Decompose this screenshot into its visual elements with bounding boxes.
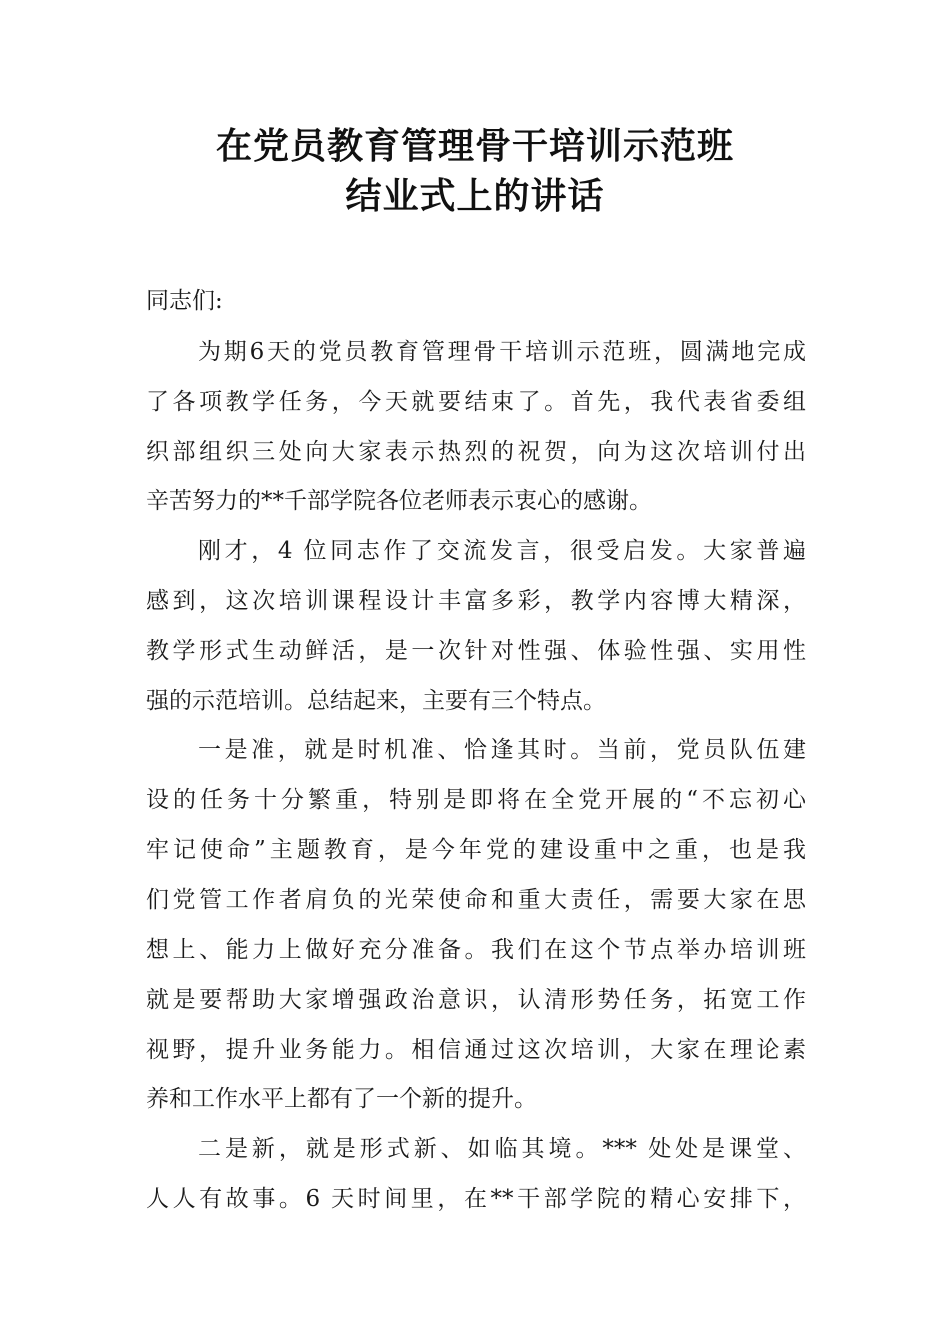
salutation: 同志们:: [146, 288, 223, 314]
paragraph-3-line: 们党管工作者肩负的光荣使命和重大责任，需要大家在思: [146, 887, 806, 913]
document-title-line-2: 结业式上的讲话: [345, 175, 605, 217]
paragraph-3-line: 视野，提升业务能力。相信通过这次培训，大家在理论素: [146, 1037, 806, 1063]
paragraph-2-line: 感到，这次培训课程设计丰富多彩，教学内容博大精深，: [146, 588, 806, 614]
paragraph-1-line: 为期6天的党员教育管理骨干培训示范班，圆满地完成: [198, 339, 806, 365]
paragraph-2-line: 强的示范培训。总结起来，主要有三个特点。: [146, 688, 606, 714]
paragraph-3-line: 就是要帮助大家增强政治意识，认清形势任务，拓宽工作: [146, 987, 806, 1013]
paragraph-2-line: 刚才，4 位同志作了交流发言，很受启发。大家普遍: [198, 538, 806, 564]
paragraph-3-line: 养和工作水平上都有了一个新的提升。: [146, 1086, 537, 1112]
paragraph-3-line: 想上、能力上做好充分准备。我们在这个节点举办培训班: [146, 937, 806, 963]
paragraph-2-line: 教学形式生动鲜活，是一次针对性强、体验性强、实用性: [146, 638, 806, 664]
paragraph-3-line: 一是准，就是时机准、恰逢其时。当前，党员队伍建: [198, 737, 806, 763]
paragraph-1-line: 了各项教学任务，今天就要结束了。首先，我代表省委组: [146, 389, 806, 415]
paragraph-3-line: 设的任务十分繁重，特别是即将在全党开展的“不忘初心: [146, 787, 806, 813]
paragraph-1-line: 织部组织三处向大家表示热烈的祝贺，向为这次培训付出: [146, 439, 806, 465]
document-title-line-1: 在党员教育管理骨干培训示范班: [215, 125, 734, 167]
paragraph-4-line: 人人有故事。6 天时间里，在**干部学院的精心安排下，: [146, 1186, 806, 1212]
paragraph-4-line: 二是新，就是形式新、如临其境。*** 处处是课堂、: [198, 1136, 806, 1162]
paragraph-3-line: 牢记使命”主题教育，是今年党的建设重中之重，也是我: [146, 837, 806, 863]
paragraph-1-line: 辛苦努力的**千部学院各位老师表示衷心的感谢。: [146, 488, 652, 514]
